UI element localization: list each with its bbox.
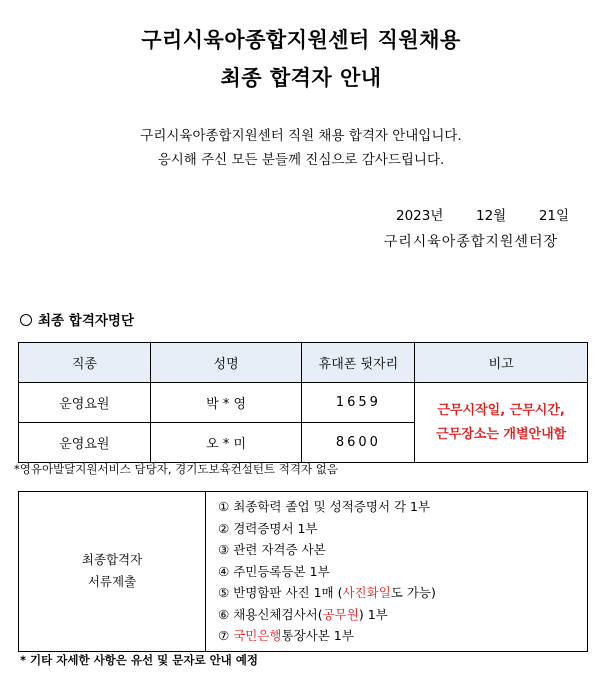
remark-line1: 근무시작일, 근무시간, (437, 402, 565, 418)
documents-label-line2: 서류제출 (87, 574, 137, 590)
date-month: 12월 (476, 208, 507, 224)
cell-job: 운영요원 (19, 423, 151, 463)
date-year: 2023년 (396, 208, 444, 224)
header-remark: 비고 (415, 343, 588, 383)
header-phone: 휴대폰 뒷자리 (302, 343, 415, 383)
list-item: ⑦ 국민은행통장사본 1부 (218, 628, 354, 643)
list-item: ⑥ 채용신체검사서(공무원) 1부 (218, 606, 388, 622)
cell-phone: 8600 (302, 423, 415, 463)
documents-table (18, 491, 588, 652)
page-title: 구리시육아종합지원센터 직원채용 (141, 28, 461, 52)
table-row (19, 383, 588, 423)
table-header-row (19, 343, 588, 383)
section-heading (20, 309, 134, 329)
announcement-date (396, 204, 569, 224)
list-item: ① 최종학력 졸업 및 성적증명서 각 1부 (218, 499, 431, 514)
cell-name: 오 * 미 (150, 423, 302, 463)
documents-list (206, 492, 588, 652)
remark-line2: 근무장소는 개별안내함 (436, 426, 567, 442)
list-item: ② 경력증명서 1부 (218, 520, 318, 536)
date-day: 21일 (538, 208, 570, 224)
passer-table (18, 342, 588, 463)
list-item: ④ 주민등록등본 1부 (218, 563, 330, 579)
intro-text-line1: 구리시육아종합지원센터 직원 채용 합격자 안내입니다. (140, 128, 462, 144)
highlight-text: 국민은행 (233, 628, 282, 643)
organization-name: 구리시육아종합지원센터장 (383, 234, 558, 250)
intro-text-line2: 응시해 주신 모든 분들께 진심으로 감사드립니다. (157, 152, 445, 168)
cell-job: 운영요원 (19, 383, 151, 423)
documents-label-line1: 최종합격자 (81, 552, 143, 568)
circle-bullet-icon (20, 314, 32, 326)
cell-name: 박 * 영 (150, 383, 302, 423)
header-name: 성명 (150, 343, 302, 383)
documents-label (19, 492, 206, 652)
cell-remark (415, 383, 588, 463)
highlight-text: 공무원 (322, 606, 359, 622)
page-subtitle: 최종 합격자 안내 (220, 66, 382, 90)
list-item: ⑤ 반명함판 사진 1매 (사진화일도 가능) (218, 585, 436, 600)
footnote-contact: * 기타 자세한 사항은 유선 및 문자로 안내 예정 (20, 653, 259, 667)
section-title: 최종 합격자명단 (38, 313, 134, 329)
list-item: ③ 관련 자격증 사본 (218, 542, 326, 557)
highlight-text: 사진화일 (342, 585, 391, 600)
cell-phone: 1659 (302, 383, 415, 423)
footnote-no-qualifier: *영유아발달지원서비스 담당자, 경기도보육컨설턴트 적격자 없음 (14, 462, 338, 476)
header-job: 직종 (19, 343, 151, 383)
